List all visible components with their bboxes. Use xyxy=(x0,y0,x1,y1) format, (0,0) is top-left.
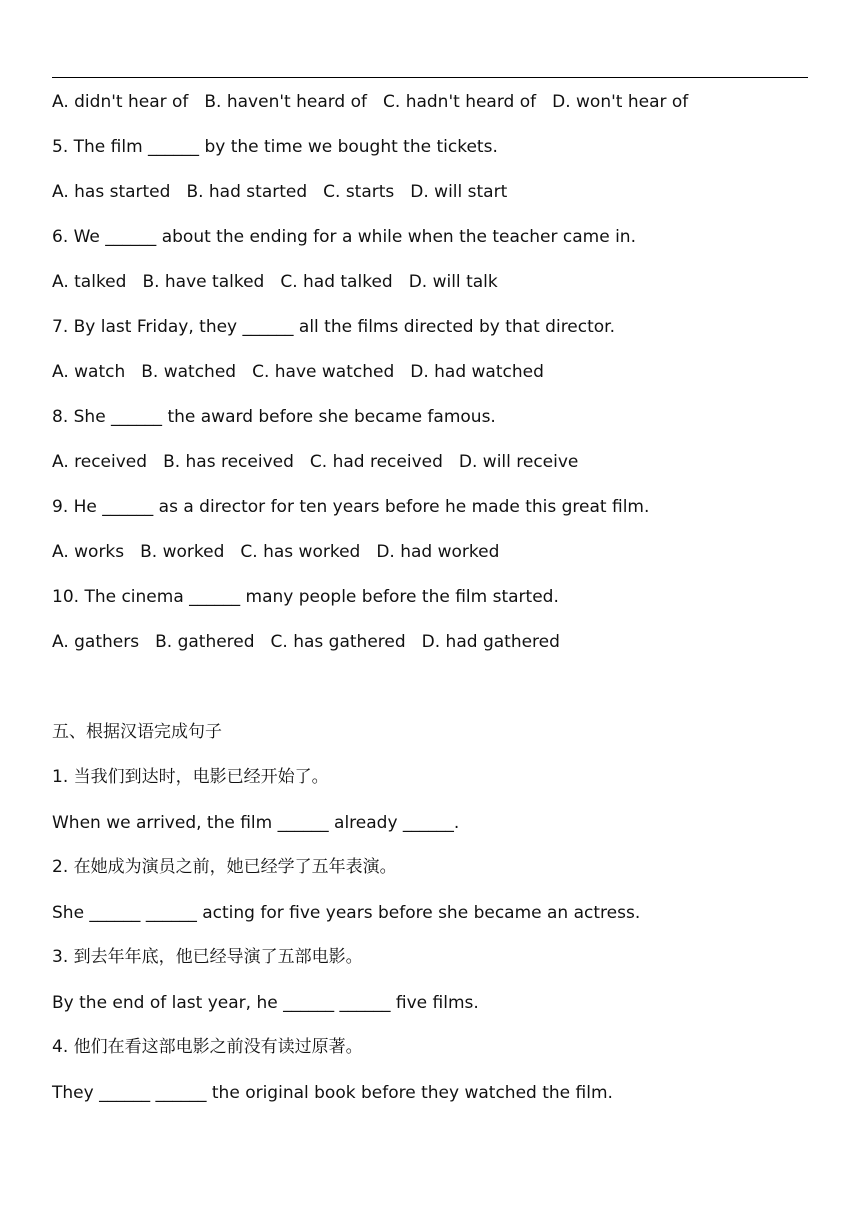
question-9: 9. He ______ as a director for ten years before he made this great film. xyxy=(52,497,650,517)
translation-1-english: When we arrived, the film ______ already ______. xyxy=(52,813,460,833)
question-9-options xyxy=(52,540,499,564)
translation-4-chinese: 4. 他们在看这部电影之前没有读过原著。 xyxy=(52,1037,363,1057)
option-c: C. had talked xyxy=(280,272,393,292)
option-d: D. had watched xyxy=(410,362,544,382)
option-b: B. have talked xyxy=(142,272,265,292)
option-b: B. had started xyxy=(186,182,308,202)
option-b: B. gathered xyxy=(155,632,255,652)
option-d: D. won't hear of xyxy=(552,92,689,112)
option-c: C. starts xyxy=(323,182,395,202)
translation-2-english: She ______ ______ acting for five years before she became an actress. xyxy=(52,903,641,923)
option-c: C. has worked xyxy=(240,542,361,562)
translation-4-english: They ______ ______ the original book before they watched the film. xyxy=(52,1083,613,1103)
translation-3-chinese: 3. 到去年年底，他已经导演了五部电影。 xyxy=(52,947,363,967)
question-7: 7. By last Friday, they ______ all the films directed by that director. xyxy=(52,317,616,337)
option-a: A. talked xyxy=(52,272,127,292)
translation-3-english: By the end of last year, he ______ ______ five films. xyxy=(52,993,479,1013)
question-6: 6. We ______ about the ending for a while when the teacher came in. xyxy=(52,227,636,247)
question-8: 8. She ______ the award before she became famous. xyxy=(52,407,496,427)
option-c: C. have watched xyxy=(252,362,395,382)
option-a: A. works xyxy=(52,542,125,562)
option-a: A. has started xyxy=(52,182,171,202)
option-d: D. had gathered xyxy=(421,632,560,652)
option-d: D. had worked xyxy=(376,542,500,562)
option-d: D. will talk xyxy=(408,272,498,292)
question-6-options xyxy=(52,270,498,294)
question-10: 10. The cinema ______ many people before the film started. xyxy=(52,587,559,607)
option-a: A. received xyxy=(52,452,148,472)
top-divider xyxy=(52,77,808,78)
section-heading: 五、根据汉语完成句子 xyxy=(52,722,222,742)
translation-2-chinese: 2. 在她成为演员之前，她已经学了五年表演。 xyxy=(52,857,397,877)
question-7-options xyxy=(52,360,544,384)
option-a: A. watch xyxy=(52,362,126,382)
option-b: B. worked xyxy=(140,542,225,562)
q4-options xyxy=(52,90,688,114)
option-c: C. hadn't heard of xyxy=(383,92,537,112)
option-d: D. will receive xyxy=(458,452,579,472)
option-c: C. had received xyxy=(309,452,443,472)
option-d: D. will start xyxy=(410,182,508,202)
question-5: 5. The film ______ by the time we bought the tickets. xyxy=(52,137,498,157)
option-b: B. has received xyxy=(163,452,294,472)
question-10-options xyxy=(52,630,560,654)
translation-1-chinese: 1. 当我们到达时，电影已经开始了。 xyxy=(52,767,329,787)
option-c: C. has gathered xyxy=(270,632,406,652)
option-a: A. didn't hear of xyxy=(52,92,189,112)
question-5-options xyxy=(52,180,507,204)
question-8-options xyxy=(52,450,578,474)
option-b: B. haven't heard of xyxy=(204,92,368,112)
option-a: A. gathers xyxy=(52,632,140,652)
option-b: B. watched xyxy=(141,362,237,382)
